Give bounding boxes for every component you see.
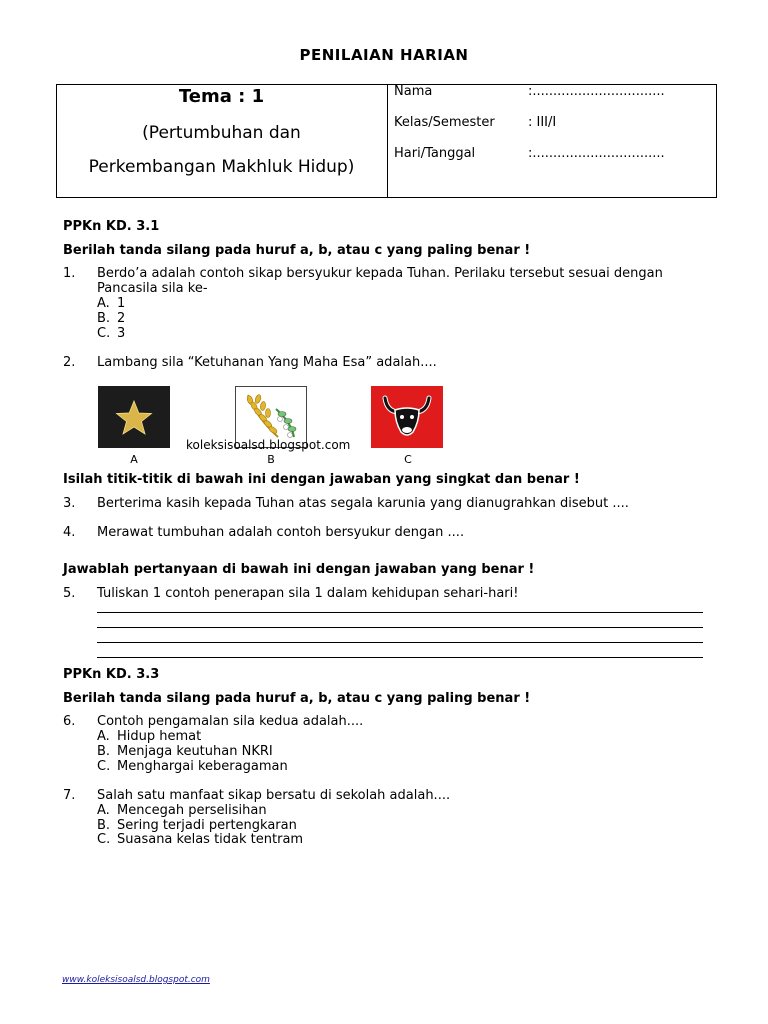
- option-text: Menjaga keutuhan NKRI: [117, 744, 273, 759]
- answer-line[interactable]: [97, 612, 703, 613]
- question-4-text: Merawat tumbuhan adalah contoh bersyukur dengan ....: [97, 525, 465, 540]
- footer-link[interactable]: www.koleksisoalsd.blogspot.com: [62, 975, 210, 985]
- option-text: 1: [117, 296, 126, 311]
- theme-subtitle-line2: Perkembangan Makhluk Hidup): [88, 157, 355, 177]
- watermark-text: koleksisoalsd.blogspot.com: [186, 438, 351, 452]
- option-letter: B.: [97, 744, 111, 759]
- question-number: 5.: [63, 586, 76, 601]
- header-divider: [387, 84, 388, 198]
- name-label: Nama: [394, 84, 433, 99]
- question-7-option-c[interactable]: [97, 832, 303, 847]
- kd-heading-3-1: PPKn KD. 3.1: [63, 219, 160, 234]
- theme-title: Tema : 1: [178, 86, 265, 107]
- question-number: 1.: [63, 266, 76, 281]
- option-letter: C.: [97, 326, 111, 341]
- name-field[interactable]: :................................: [528, 84, 665, 99]
- question-6-option-b[interactable]: [97, 744, 273, 759]
- instruction-multiple-choice: Berilah tanda silang pada huruf a, b, atau c yang paling benar !: [63, 691, 531, 706]
- date-label: Hari/Tanggal: [394, 146, 476, 161]
- symbol-option-a[interactable]: [98, 386, 170, 448]
- question-2-text: Lambang sila “Ketuhanan Yang Maha Esa” adalah....: [97, 355, 437, 370]
- question-6-option-a[interactable]: [97, 729, 201, 744]
- theme-subtitle-line1: (Pertumbuhan dan: [142, 123, 301, 143]
- question-1-option-c[interactable]: [97, 326, 125, 341]
- question-6-text: Contoh pengamalan sila kedua adalah....: [97, 714, 364, 729]
- question-1-option-a[interactable]: [97, 296, 125, 311]
- option-letter: A.: [97, 296, 110, 311]
- option-letter: A.: [97, 803, 110, 818]
- option-text: 3: [117, 326, 126, 341]
- option-text: Menghargai keberagaman: [117, 759, 288, 774]
- question-3-text: Berterima kasih kepada Tuhan atas segala karunia yang dianugrahkan disebut ....: [97, 496, 629, 511]
- instruction-essay: Jawablah pertanyaan di bawah ini dengan jawaban yang benar !: [63, 562, 535, 577]
- option-text: Suasana kelas tidak tentram: [117, 832, 304, 847]
- question-number: 2.: [63, 355, 76, 370]
- question-1-text: Berdo’a adalah contoh sikap bersyukur kepada Tuhan. Perilaku tersebut sesuai dengan Pancasila sila ke-: [97, 266, 663, 296]
- question-number: 4.: [63, 525, 76, 540]
- question-number: 7.: [63, 788, 76, 803]
- option-letter: B.: [97, 818, 111, 833]
- class-semester-label: Kelas/Semester: [394, 115, 495, 130]
- option-letter: B.: [97, 311, 111, 326]
- question-number: 6.: [63, 714, 76, 729]
- option-text: Sering terjadi pertengkaran: [117, 818, 297, 833]
- banteng-head-icon: [371, 386, 443, 448]
- question-5-text: Tuliskan 1 contoh penerapan sila 1 dalam kehidupan sehari-hari!: [97, 586, 519, 601]
- kd-heading-3-3: PPKn KD. 3.3: [63, 667, 160, 682]
- page-title: PENILAIAN HARIAN: [299, 46, 469, 64]
- option-text: Hidup hemat: [117, 729, 202, 744]
- symbol-option-c[interactable]: [371, 386, 443, 448]
- option-text: Mencegah perselisihan: [117, 803, 267, 818]
- answer-line[interactable]: [97, 642, 703, 643]
- question-7-text: Salah satu manfaat sikap bersatu di sekolah adalah....: [97, 788, 451, 803]
- option-letter: A.: [97, 729, 110, 744]
- option-letter: C.: [97, 759, 111, 774]
- option-letter: C.: [97, 832, 111, 847]
- question-1-option-b[interactable]: [97, 311, 125, 326]
- symbol-label-b: B: [267, 453, 275, 466]
- class-semester-value: : III/I: [528, 115, 557, 130]
- instruction-multiple-choice: Berilah tanda silang pada huruf a, b, atau c yang paling benar !: [63, 243, 531, 258]
- question-7-option-b[interactable]: [97, 818, 297, 833]
- symbol-label-a: A: [130, 453, 138, 466]
- option-text: 2: [117, 311, 126, 326]
- question-7-option-a[interactable]: [97, 803, 267, 818]
- instruction-short-answer: Isilah titik-titik di bawah ini dengan jawaban yang singkat dan benar !: [63, 472, 580, 487]
- question-6-option-c[interactable]: [97, 759, 288, 774]
- date-field[interactable]: :................................: [528, 146, 665, 161]
- answer-line[interactable]: [97, 627, 703, 628]
- question-number: 3.: [63, 496, 76, 511]
- star-icon: [98, 386, 170, 448]
- answer-line[interactable]: [97, 657, 703, 658]
- symbol-label-c: C: [404, 453, 412, 466]
